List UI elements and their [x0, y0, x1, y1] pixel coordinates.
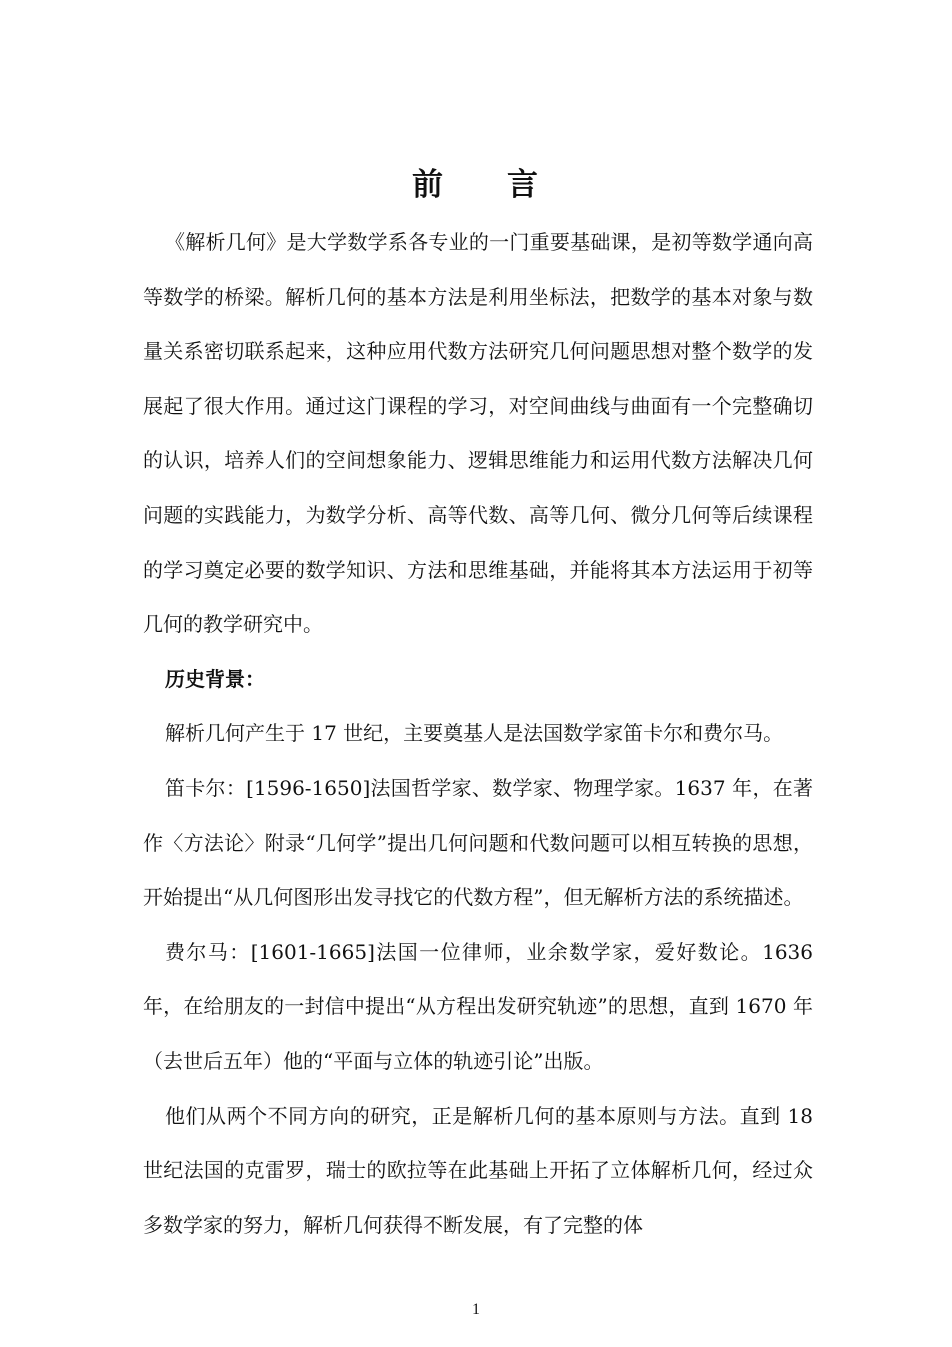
- paragraph-fermat: 费尔马：[1601-1665]法国一位律师，业余数学家，爱好数论。1636 年，在给朋友的一封信中提出“从方程出发研究轨迹”的思想，直到 1670 年（去世后五年）他的“平面与立体的轨迹引论”出版。: [143, 939, 813, 1073]
- title-char-1: 前: [412, 167, 445, 203]
- paragraph-origin: 解析几何产生于 17 世纪，主要奠基人是法国数学家笛卡尔和费尔马。: [165, 721, 784, 746]
- document-body: [143, 215, 813, 1252]
- page-title: [0, 163, 952, 207]
- paragraph-intro: 《解析几何》是大学数学系各专业的一门重要基础课，是初等数学通向高等数学的桥梁。解析几何的基本方法是利用坐标法，把数学的基本对象与数量关系密切联系起来，这种应用代数方法研究几何问题思想对整个数学的发展起了很大作用。通过这门课程的学习，对空间曲线与曲面有一个完整确切的认识，培养人们的空间想象能力、逻辑思维能力和运用代数方法解决几何问题的实践能力，为数学分析、高等代数、高等几何、微分几何等后续课程的学习奠定必要的数学知识、方法和思维基础，并能将其本方法运用于初等几何的教学研究中。: [143, 230, 813, 637]
- title-char-2: 言: [507, 167, 540, 203]
- page-number: 1: [472, 1301, 480, 1318]
- paragraph-development: 他们从两个不同方向的研究，正是解析几何的基本原则与方法。直到 18 世纪法国的克雷罗，瑞士的欧拉等在此基础上开拓了立体解析几何，经过众多数学家的努力，解析几何获得不断发展，有了完整的体: [143, 1103, 813, 1237]
- section-heading-history: 历史背景：: [165, 666, 265, 691]
- paragraph-descartes: 笛卡尔：[1596-1650]法国哲学家、数学家、物理学家。1637 年，在著作〈方法论〉附录“几何学”提出几何问题和代数问题可以相互转换的思想，开始提出“从几何图形出发寻找它的代数方程”，但无解析方法的系统描述。: [143, 775, 813, 910]
